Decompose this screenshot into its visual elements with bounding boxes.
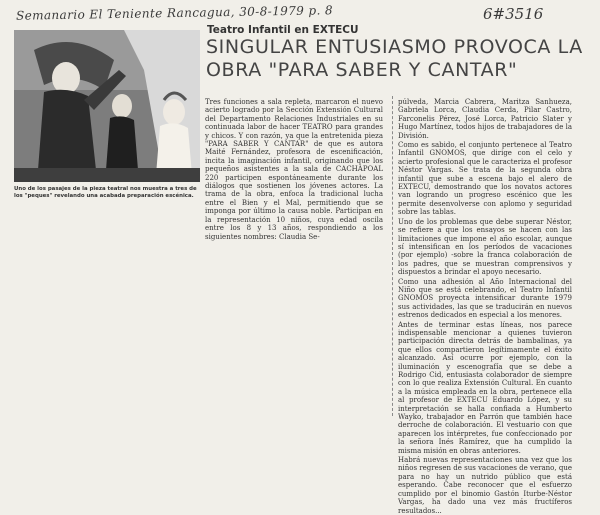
article-photo [14, 30, 200, 182]
column-divider [392, 96, 393, 416]
handwritten-archive-code: 6#3516 [483, 5, 544, 23]
handwritten-source-note: Semanario El Teniente Rancagua, 30-8-1979 p. 8 [15, 3, 334, 23]
article-column-2 [398, 98, 572, 515]
column-2-paragraph: Antes de terminar estas líneas, nos parece indispensable mencionar a quienes tuvieron participación directa detrás de bambalinas, ya que ellos compartieron legítimamente el éxito alcanzado. Así ocurre por ejemplo, con la iluminación y escenografía que se debe a Rodrigo Cid, entusiasta colaborador de siempre con lo que realiza Extensión Cultural. En cuanto a la música empleada en la obra, pertenece ella al profesor de EXTECU Eduardo López, y su interpretación se halla confiada a Humberto Wayko, trabajador en Parrón que también hace derroche de colaboración. El vestuario con que aparecen los intérpretes, fue confeccionado por la señora Inés Ramírez, que ha cumplido la misma misión en obras anteriores. [398, 320, 572, 455]
photo-caption: Uno de los pasajes de la pieza teatral nos muestra a tres de los "peques" revelando una acabada preparación escénica. [14, 186, 197, 199]
column-1-text: Tres funciones a sala repleta, marcaron el nuevo acierto logrado por la Sección Extensión Cultural del Departamento Relaciones Industriales en su continuada labor de hacer TEATRO para grandes y chicos. Y con razón, ya que la entretenida pieza "PARA SABER Y CANTAR" de que es autora Maité Fernández, profesora de escenificación, incita la imaginación infantil, originando que los pequeños asistentes a la sala de CACHAPOAL 220 participen espontáneamente durante los diálogos que sostienen los jóvenes actores. La trama de la obra, enfoca la tradicional lucha entre el Bien y el Mal, permitiendo que se imponga por último la causa noble. Participan en la representación 10 niños, cuya edad oscila entre los 8 y 13 años, respondiendo a los siguientes nombres: Claudia Se- [205, 98, 383, 241]
article-column-1 [205, 98, 383, 241]
photo-illustration [14, 30, 200, 182]
column-2-paragraph: Como es sabido, el conjunto pertenece al Teatro Infantil GNOMOS, que dirige con el celo y acierto profesional que le caracteriza el profesor Néstor Vargas. Se trata de la segunda obra infantil que sube a escena bajo el alero de EXTECU, demostrando que los novatos actores van logrando un progreso escénico que les permite desenvolverse con aplomo y seguridad sobre las tablas. [398, 141, 572, 217]
column-2-paragraph: Como una adhesión al Año Internacional del Niño que se está celebrando, el Teatro Infantil GNOMOS proyecta intensificar durante 1979 sus actividades, las que se traducirán en nuevos estrenos dedicados en especial a los menores. [398, 277, 572, 320]
headline-line-2: OBRA "PARA SABER Y CANTAR" [206, 59, 518, 81]
article-kicker: Teatro Infantil en EXTECU [207, 24, 359, 36]
column-2-paragraph: Uno de los problemas que debe superar Néstor, se refiere a que los ensayos se hacen con las limitaciones que impone el año escolar, aunque sí intensifican en los períodos de vacaciones (por ejemplo) -sobre la franca colaboración de los padres, que se muestran comprensivos y dispuestos a brindar el apoyo necesario. [398, 217, 572, 277]
column-2-paragraph: púlveda, Marcia Cabrera, Maritza Sanhueza, Gabriela Lorca, Claudia Cerda, Pilar Castro, Farconelis Pérez, José Lorca, Patricio Slater y Hugo Martínez, todos hijos de trabajadores de la División. [398, 98, 572, 140]
column-2-paragraph: Habrá nuevas representaciones una vez que los niños regresen de sus vacaciones de verano, que para no hay un nutrido público que está esperando. Cabe reconocer que el esfuerzo cumplido por el binomio Gastón Iturbe-Néstor Vargas, ha dado una vez más fructíferos resultados... [398, 456, 572, 515]
headline-line-1: SINGULAR ENTUSIASMO PROVOCA LA [206, 36, 583, 58]
article-headline [206, 36, 583, 82]
